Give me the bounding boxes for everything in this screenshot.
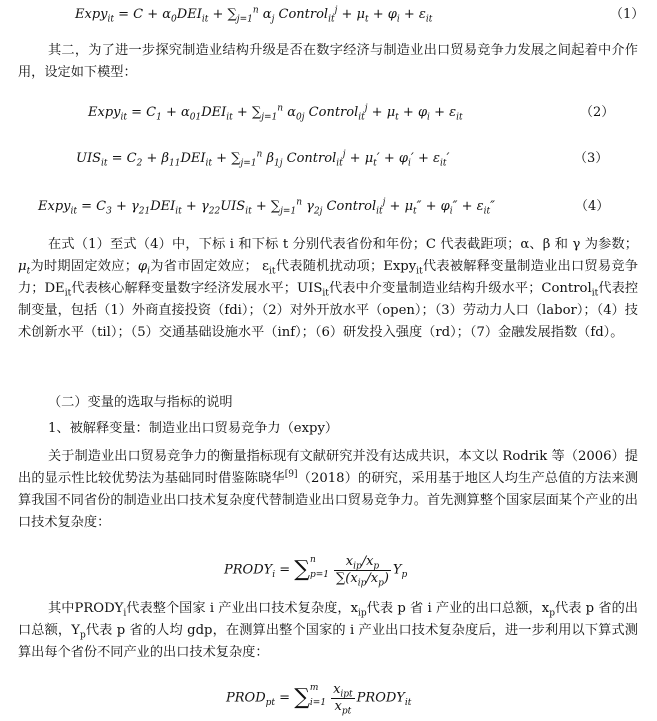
equation-2-number: （2） — [580, 105, 615, 120]
prody-text-d: 代表 p 省的人均 gdp，在测算出整个国家的 i 产业出口技术复杂度后，进一步利用以下算式测算出每个省份不同产业的出口技术复杂度： — [18, 623, 638, 660]
prod-formula — [0, 676, 657, 720]
equation-4 — [0, 194, 657, 220]
prod-formula-expr: $PROD_{pt} = \sum^m$ i=1 $\frac{x_{ipt}}{x_{pt}}$ $PRODY_{it}$ — [226, 681, 412, 717]
equation-3-number: （3） — [574, 151, 609, 166]
measurement-paragraph — [18, 446, 638, 534]
equation-1-formula: Expy$_{it}$ = $C + \alpha_0DEI_{it} + \sum_{j=1}^n$ $\alpha_j$ Control$_{it}^j$ + $\mu_t + \varphi_i + \varepsilon_{it}$ — [75, 5, 433, 25]
equation-3 — [0, 146, 657, 172]
prody-explanation-paragraph: 其中$PRODY_i$代表整个国家 i 产业出口技术复杂度，$x_{ip}$代表 p 省 i 产业的出口总额，$x_p$代表 p 省的出口总额，$Y_p$代表 p 省的人均 gdp，在测算出整个国家的 i 产业出口技术复杂度后，进一步利用以下算式测算出每个省份不同产业的出口技术复杂度： — [18, 601, 638, 660]
symbols-paragraph: 在式（1）至式（4）中，下标 i 和下标 t 分别代表省份和年份；C 代表截距项；α、β 和 γ 为参数；$\mu_t$为时期固定效应；$\varphi_i$为省市固定效应； $\varepsilon_{it}$代表随机扰动项；Expy$_{it}$代表被解释变量制造业出口贸易竞争力；$DE_{it}$代表核心解释变量数字经济发展水平；$UIS_{it}$代表中介变量制造业结构升级水平；Control$_{it}$代表控制变量，包括（1）外商直接投资（fdi）；（2）对外开放水平（open）；（3）劳动力人口（labor）；（4）技术创新水平（til）；（5）交通基础设施水平（inf）；（6）研发投入强度（rd）；（7）金融发展指数（fd）。 — [18, 237, 639, 340]
symbols-text-control: 代表控制变量，包括（1）外商直接投资（fdi）；（2）对外开放水平（open）；（3）劳动力人口（labor）；（4）技术创新水平（til）；（5）交通基础设施水平（inf）；（6）研发投入强度（rd）；（7）金融发展指数（fd）。 — [18, 281, 639, 340]
model-intro-paragraph: 其二，为了进一步探究制造业结构升级是否在数字经济与制造业出口贸易竞争力发展之间起着中介作用，设定如下模型： — [18, 43, 638, 80]
equation-2 — [0, 100, 657, 126]
prody-text-a: 代表整个国家 i 产业出口技术复杂度， — [126, 601, 351, 616]
symbols-text-dei: 代表核心解释变量数字经济发展水平； — [71, 281, 297, 296]
equation-1 — [0, 2, 657, 28]
prody-text-b: 代表 p 省 i 产业的出口总额， — [366, 601, 542, 616]
equation-4-number: （4） — [575, 199, 610, 214]
symbols-text-1: 在式（1）至式（4）中，下标 i 和下标 t 分别代表省份和年份；C 代表截距项；α、β 和 γ 为参数； — [48, 237, 638, 252]
symbols-text-expy: 代表被解释变量制造业出口贸易竞争力； — [18, 259, 639, 296]
prody-text-c: 代表 p 省的出口总额， — [18, 601, 638, 638]
citation-ref: [9] — [284, 469, 298, 480]
prody-formula-expr: $PRODY_i = \sum^n$ p=1 $\frac{x_{ip}/x_p}{\sum(x_{ip}/x_p)}$ $Y_p$ — [224, 553, 408, 589]
symbols-text-phi: 为省市固定效应； — [150, 259, 258, 274]
symbols-text-mu: 为时期固定效应； — [30, 259, 138, 274]
section-heading: （二）变量的选取与指标的说明 — [48, 395, 233, 410]
prody-formula — [0, 548, 657, 592]
equation-2-formula: Expy$_{it}$ = $C_1 + \alpha_{01}DEI_{it} + \sum_{j=1}^n$ $\alpha_{0j}$ Control$_{it}^j$ + $\mu_t + \varphi_i + \varepsilon_{it}$ — [88, 103, 463, 123]
symbols-text-eps: 代表随机扰动项； — [275, 259, 384, 274]
equation-4-formula: Expy$_{it}$ = $C_3 + \gamma_{21}DEI_{it} + \gamma_{22}UIS_{it} + \sum_{j=1}^n$ $\gamma_{2j}$ Control$_{it}^j$ + $\mu_t'' + \varphi_i'' + \varepsilon_{it}''$ — [38, 197, 496, 217]
symbols-text-uis: 代表中介变量制造业结构升级水平； — [328, 281, 542, 296]
equation-3-formula: $UIS_{it} = C_2 + \beta_{11}DEI_{it} + \sum_{j=1}^n$ $\beta_{1j}$ Control$_{it}^j$ + $\mu_t' + \varphi_i' + \varepsilon_{it}'$ — [76, 149, 450, 169]
measurement-text-a: 关于制造业出口贸易竞争力的衡量指标现有文献研究并没有达成共识，本文以 Rodrik 等（2006）提出的显示性比较优势法为基础同时借鉴陈晓华 — [18, 449, 638, 486]
sub-heading: 1、被解释变量：制造业出口贸易竞争力（expy） — [48, 421, 339, 436]
equation-1-number: （1） — [610, 7, 645, 22]
measurement-text-b: （2018）的研究，采用基于地区人均生产总值的方法来测算我国不同省份的制造业出口技术复杂度代替制造业出口贸易竞争力。首先测算整个国家层面某个产业的出口技术复杂度： — [18, 471, 639, 530]
